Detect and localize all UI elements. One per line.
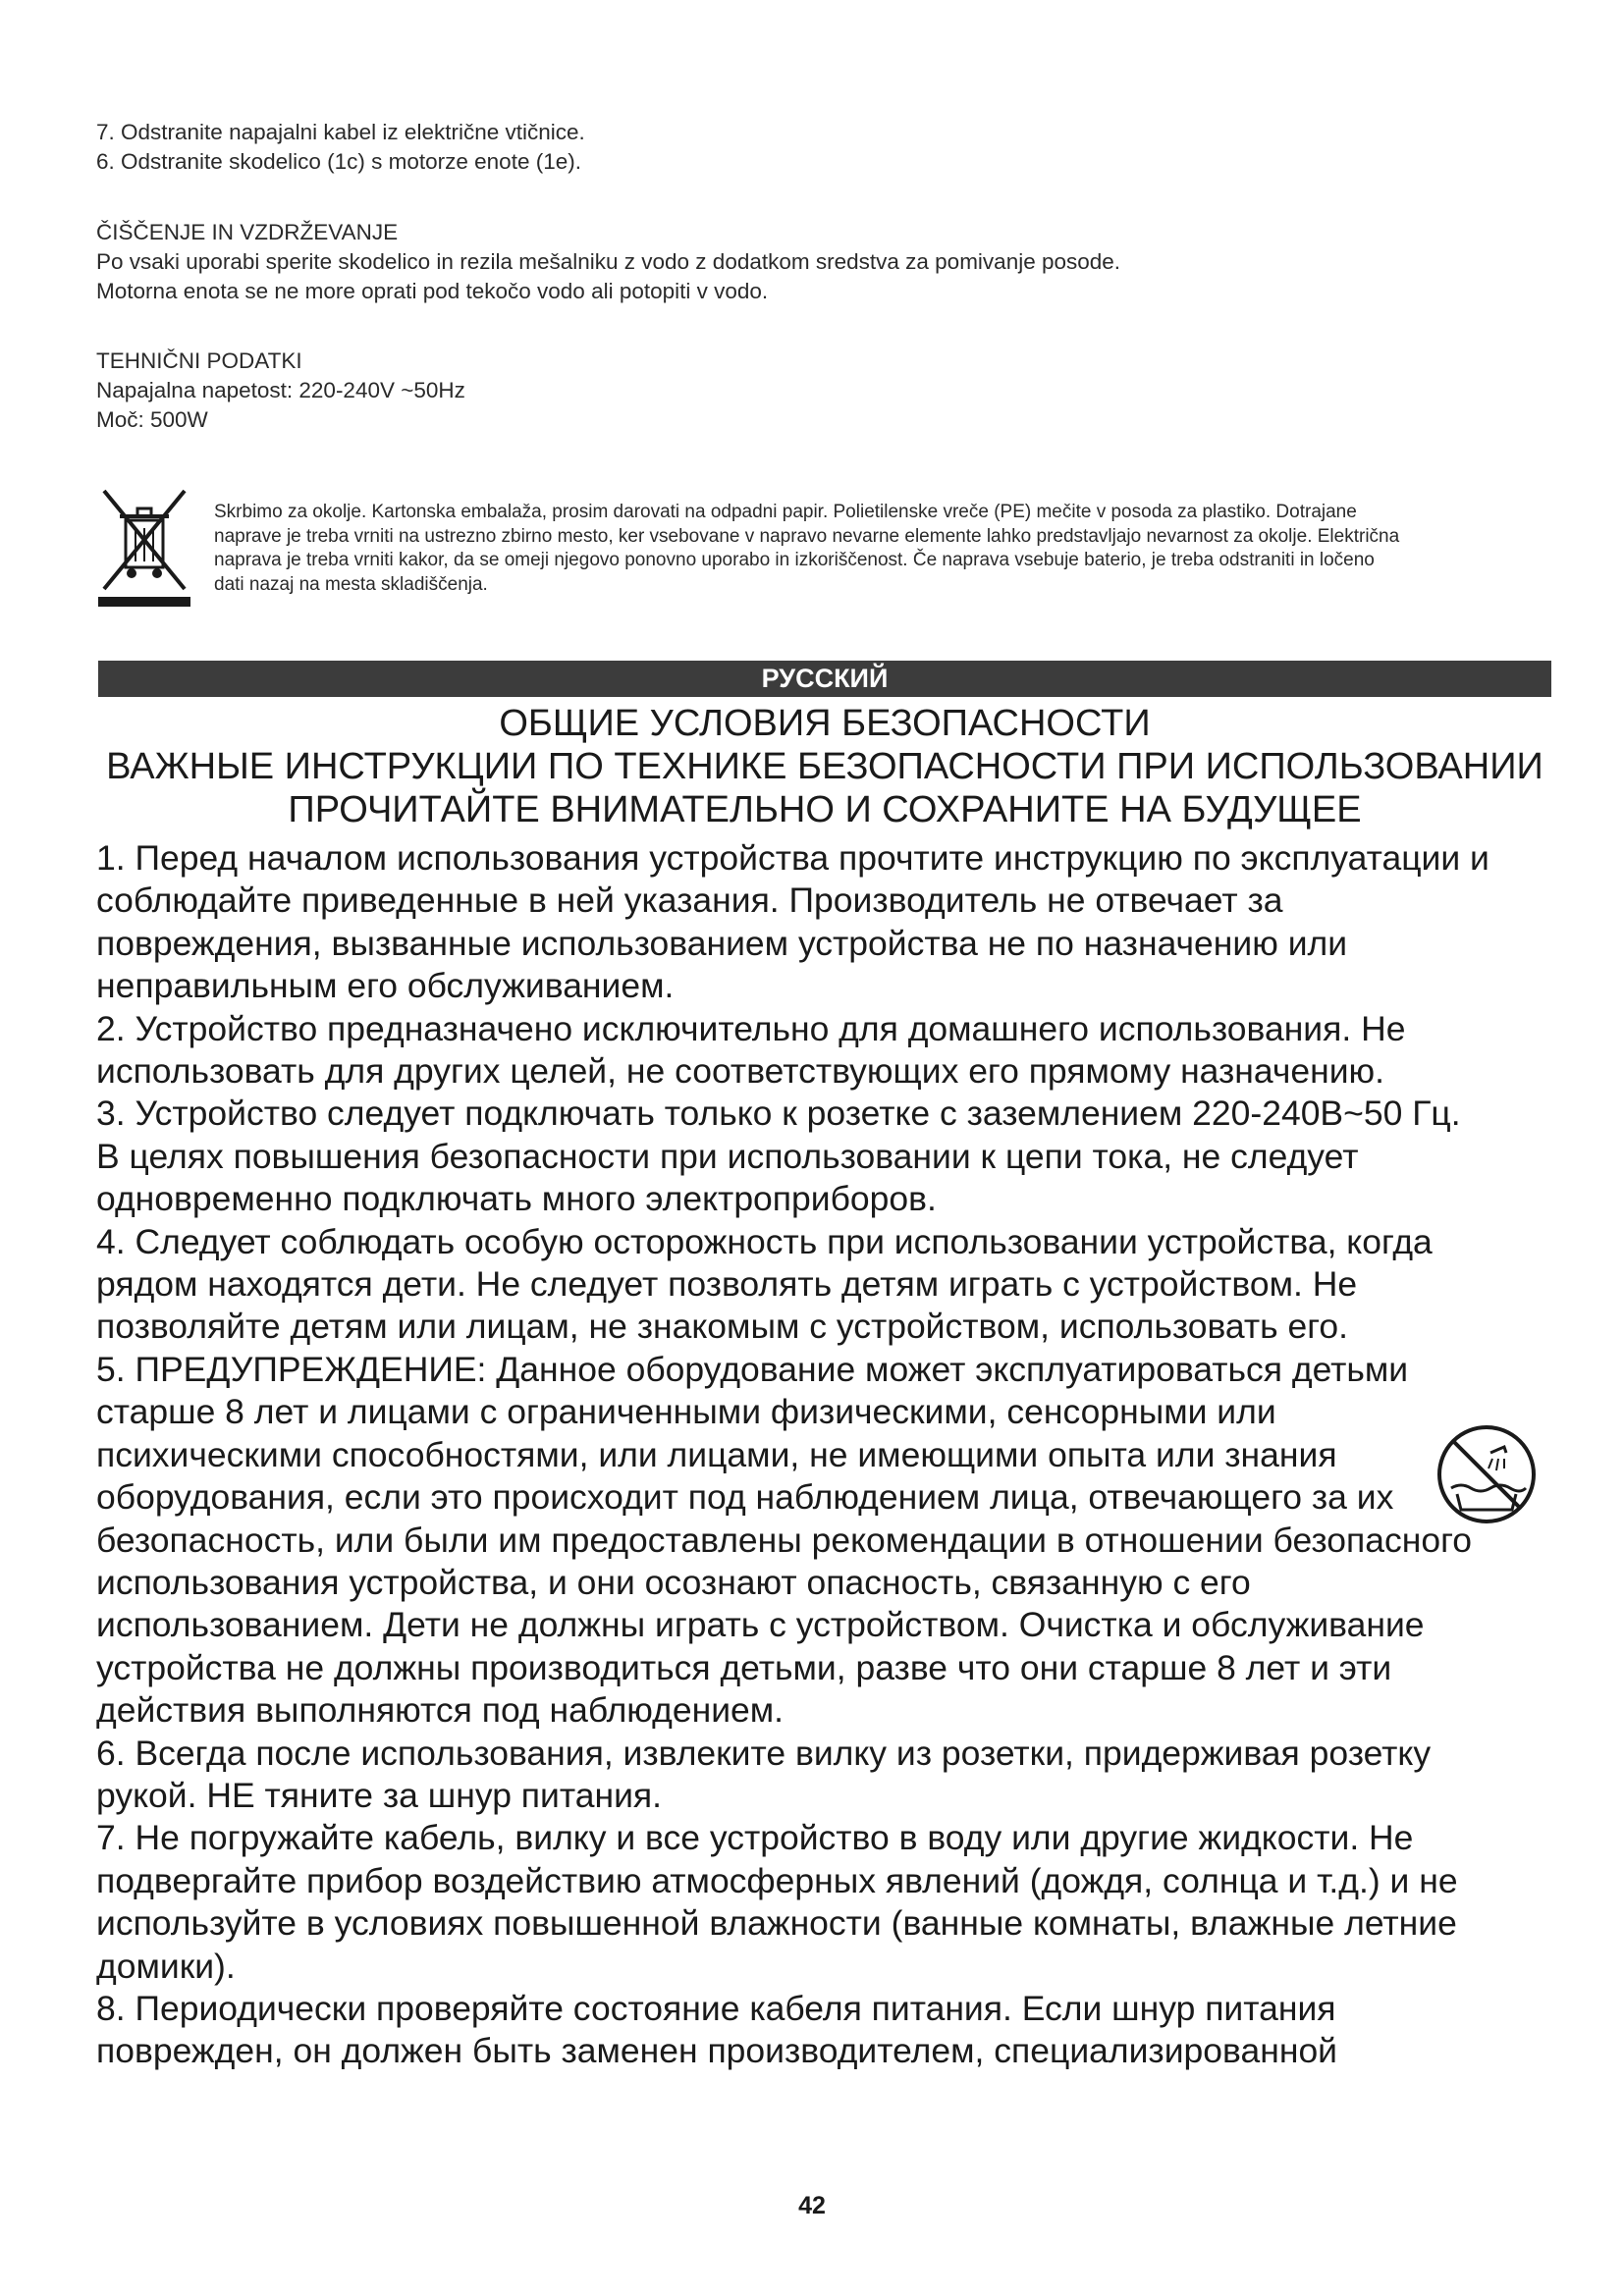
instruction-line: рукой. НЕ тяните за шнур питания. (96, 1775, 662, 1815)
tech-line: Napajalna napetost: 220-240V ~50Hz (96, 378, 465, 402)
safety-heading: ОБЩИЕ УСЛОВИЯ БЕЗОПАСНОСТИ (499, 703, 1151, 744)
safety-heading: ПРОЧИТАЙТЕ ВНИМАТЕЛЬНО И СОХРАНИТЕ НА БУДУЩЕЕ (288, 789, 1362, 830)
step-line: 6. Odstranite skodelico (1c) s motorze enote (1e). (96, 149, 581, 174)
instruction-line: 8. Периодически проверяйте состояние кабеля питания. Если шнур питания (96, 1988, 1336, 2028)
step-line: 7. Odstranite napajalni kabel iz električne vtičnice. (96, 120, 585, 144)
instruction-line: соблюдайте приведенные в ней указания. Производитель не отвечает за (96, 881, 1283, 921)
instruction-line: использования устройства, и они осознают опасность, связанную с его (96, 1562, 1251, 1602)
safety-heading: ВАЖНЫЕ ИНСТРУКЦИИ ПО ТЕХНИКЕ БЕЗОПАСНОСТИ ПРИ ИСПОЛЬЗОВАНИИ (106, 746, 1543, 787)
technical-data-section (96, 347, 1549, 435)
instruction-line: оборудования, если это происходит под наблюдением лица, отвечающего за их (96, 1477, 1394, 1518)
instruction-line: психическими способностями, или лицами, не имеющими опыта или знания (96, 1434, 1337, 1474)
cleaning-section (96, 218, 1549, 306)
instruction-line: рядом находятся дети. Не следует позволять детям играть с устройством. Не (96, 1264, 1358, 1305)
instruction-line: позволяйте детям или лицам, не знакомым с устройством, использовать его. (96, 1307, 1349, 1347)
instruction-line: домики). (96, 1946, 236, 1986)
instruction-line: 6. Всегда после использования, извлеките вилку из розетки, придерживая розетку (96, 1733, 1432, 1773)
instruction-line: 3. Устройство следует подключать только к розетке с заземлением 220-240В~50 Гц. (96, 1094, 1461, 1134)
safety-headings (96, 702, 1553, 831)
instruction-line: безопасность, или были им предоставлены рекомендации в отношении безопасного (96, 1520, 1473, 1560)
environment-line: dati nazaj na mesta skladiščenja. (214, 573, 488, 595)
instruction-line: 7. Не погружайте кабель, вилку и все устройство в воду или другие жидкости. Не (96, 1818, 1414, 1858)
instruction-line: подвергайте прибор воздействию атмосферных явлений (дождя, солнца и т.д.) и не (96, 1860, 1458, 1900)
environment-notice (96, 483, 1549, 609)
instruction-line: 1. Перед началом использования устройства прочтите инструкцию по эксплуатации и (96, 838, 1489, 878)
safety-instructions (96, 837, 1553, 2073)
instruction-line: действия выполняются под наблюдением. (96, 1690, 785, 1731)
environment-line: naprave je treba vrniti na ustrezno zbirno mesto, ker vsebovane v napravo nevarne elemente lahko predstavljajo nevarnost za okolje. Električna (214, 525, 1400, 547)
environment-line: naprava je treba vrniti kakor, da se omeji njegovo ponovno uporabo in izkoriščenost. Če naprava vsebuje baterio, je treba odstraniti in ločeno (214, 550, 1375, 570)
environment-line: Skrbimo za okolje. Kartonska embalaža, prosim darovati na odpadni papir. Polietilenske vreče (PE) mečite v posoda za plastiko. Dotrajane (214, 502, 1357, 522)
tech-heading: TEHNIČNI PODATKI (96, 348, 302, 373)
instruction-line: старше 8 лет и лицами с ограниченными физическими, сенсорными или (96, 1392, 1276, 1432)
slovenian-steps (96, 118, 1549, 177)
language-header-bar: РУССКИЙ (98, 661, 1551, 697)
page-number: 42 (798, 2192, 826, 2219)
cleaning-heading: ČIŠČENJE IN VZDRŽEVANJE (96, 220, 399, 244)
cleaning-line: Po vsaki uporabi sperite skodelico in rezila mešalniku z vodo z dodatkom sredstva za pomivanje posode. (96, 249, 1121, 274)
instruction-line: повреждения, вызванные использованием устройства не по назначению или (96, 923, 1348, 963)
instruction-line: неправильным его обслуживанием. (96, 966, 675, 1006)
instruction-line: 2. Устройство предназначено исключительно для домашнего использования. Не (96, 1008, 1406, 1048)
instruction-line: использованием. Дети не должны играть с устройством. Очистка и обслуживание (96, 1605, 1425, 1645)
instruction-line: используйте в условиях повышенной влажности (ванные комнаты, влажные летние (96, 1903, 1457, 1944)
instruction-line: устройства не должны производиться детьми, разве что они старше 8 лет и эти (96, 1647, 1392, 1687)
cleaning-line: Motorna enota se ne more oprati pod tekočo vodo ali potopiti v vodo. (96, 279, 769, 303)
crossed-out-bin-icon (96, 483, 192, 609)
instruction-line: 5. ПРЕДУПРЕЖДЕНИЕ: Данное оборудование может эксплуатироваться детьми (96, 1349, 1409, 1389)
environment-text (214, 501, 1608, 597)
no-water-immersion-icon (1435, 1423, 1538, 1525)
instruction-line: одновременно подключать много электроприборов. (96, 1179, 937, 1219)
tech-line: Moč: 500W (96, 407, 208, 432)
instruction-line: 4. Следует соблюдать особую осторожность при использовании устройства, когда (96, 1221, 1433, 1261)
instruction-line: поврежден, он должен быть заменен производителем, специализированной (96, 2031, 1338, 2071)
instruction-line: использовать для других целей, не соответствующих его прямому назначению. (96, 1051, 1385, 1092)
instruction-line: В целях повышения безопасности при использовании к цепи тока, не следует (96, 1136, 1359, 1176)
